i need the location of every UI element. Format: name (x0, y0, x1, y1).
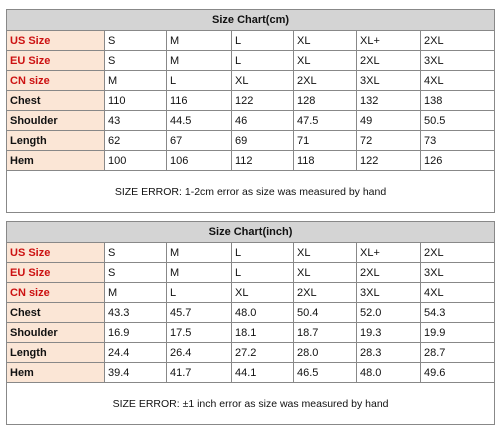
table-cell: 3XL (421, 263, 495, 283)
table-cell: 118 (294, 151, 357, 171)
table-cell: 3XL (421, 51, 495, 71)
table-cell: XL (294, 31, 357, 51)
table-cell: 71 (294, 131, 357, 151)
table-cell: 50.4 (294, 303, 357, 323)
table-cell: 62 (105, 131, 167, 151)
table-cell: 67 (167, 131, 232, 151)
table-cell: S (105, 51, 167, 71)
table-cell: 19.9 (421, 323, 495, 343)
row-label: Shoulder (7, 111, 105, 131)
table-cell: XL+ (357, 243, 421, 263)
table-cell: XL (232, 283, 294, 303)
row-label: US Size (7, 243, 105, 263)
table-cell: 2XL (294, 283, 357, 303)
row-label: Length (7, 343, 105, 363)
table-cell: 49.6 (421, 363, 495, 383)
table-cell: 48.0 (232, 303, 294, 323)
table-row (7, 51, 495, 71)
table-cell: 100 (105, 151, 167, 171)
row-label: US Size (7, 31, 105, 51)
table-cell: L (232, 31, 294, 51)
table-row (7, 91, 495, 111)
row-label: EU Size (7, 51, 105, 71)
table-cell: XL (294, 243, 357, 263)
table-cell: 26.4 (167, 343, 232, 363)
table-cell: 2XL (421, 243, 495, 263)
table-cell: M (167, 51, 232, 71)
table-cell: 73 (421, 131, 495, 151)
table-cell: 2XL (357, 51, 421, 71)
table-row (7, 263, 495, 283)
table-cell: 3XL (357, 283, 421, 303)
table-cell: 2XL (357, 263, 421, 283)
table-row (7, 343, 495, 363)
table-cell: S (105, 31, 167, 51)
table-row (7, 111, 495, 131)
row-label: Shoulder (7, 323, 105, 343)
table-cell: 4XL (421, 283, 495, 303)
table-cell: 49 (357, 111, 421, 131)
table-cell: 44.5 (167, 111, 232, 131)
table-cell: XL (294, 51, 357, 71)
table-row (7, 303, 495, 323)
table-cell: 45.7 (167, 303, 232, 323)
table-cell: 28.3 (357, 343, 421, 363)
table-cell: 27.2 (232, 343, 294, 363)
table-cell: 69 (232, 131, 294, 151)
table-cell: 19.3 (357, 323, 421, 343)
table-cell: 44.1 (232, 363, 294, 383)
row-label: EU Size (7, 263, 105, 283)
table-cell: 106 (167, 151, 232, 171)
table-cell: 138 (421, 91, 495, 111)
table-cell: L (232, 243, 294, 263)
table-cell: 17.5 (167, 323, 232, 343)
table-cell: L (232, 263, 294, 283)
table-cell: 41.7 (167, 363, 232, 383)
table-cell: 122 (357, 151, 421, 171)
table-cell: S (105, 263, 167, 283)
row-label: CN size (7, 283, 105, 303)
row-label: Length (7, 131, 105, 151)
row-label: CN size (7, 71, 105, 91)
table-row (7, 131, 495, 151)
table-cell: 16.9 (105, 323, 167, 343)
table-cell: 28.7 (421, 343, 495, 363)
table-cell: 4XL (421, 71, 495, 91)
table-cell: 39.4 (105, 363, 167, 383)
size-error-note: SIZE ERROR: ±1 inch error as size was measured by hand (7, 383, 495, 425)
table-cell: 43.3 (105, 303, 167, 323)
table-cell: 128 (294, 91, 357, 111)
table-cell: 43 (105, 111, 167, 131)
table-cell: M (167, 31, 232, 51)
table-cell: 2XL (294, 71, 357, 91)
table-row (7, 31, 495, 51)
table-cell: M (105, 283, 167, 303)
table-cell: 18.7 (294, 323, 357, 343)
table-cell: 3XL (357, 71, 421, 91)
table-cell: 50.5 (421, 111, 495, 131)
table-cell: 126 (421, 151, 495, 171)
table-cell: 72 (357, 131, 421, 151)
table-cell: 112 (232, 151, 294, 171)
table-row (7, 151, 495, 171)
table-row (7, 363, 495, 383)
row-label: Chest (7, 91, 105, 111)
table-cell: 132 (357, 91, 421, 111)
table-cell: XL+ (357, 31, 421, 51)
table-cell: 24.4 (105, 343, 167, 363)
table-row (7, 323, 495, 343)
table-cell: 47.5 (294, 111, 357, 131)
table-cell: M (167, 243, 232, 263)
table-cell: 18.1 (232, 323, 294, 343)
table-row (7, 283, 495, 303)
table-cell: XL (294, 263, 357, 283)
table-cell: L (167, 71, 232, 91)
chart-title: Size Chart(inch) (7, 222, 495, 243)
table-cell: 54.3 (421, 303, 495, 323)
size-chart-cm (6, 9, 495, 213)
table-cell: 46 (232, 111, 294, 131)
table-cell: 52.0 (357, 303, 421, 323)
table-row (7, 71, 495, 91)
table-cell: 116 (167, 91, 232, 111)
row-label: Hem (7, 363, 105, 383)
table-cell: 2XL (421, 31, 495, 51)
table-cell: 48.0 (357, 363, 421, 383)
table-cell: L (232, 51, 294, 71)
chart-title: Size Chart(cm) (7, 10, 495, 31)
table-cell: S (105, 243, 167, 263)
row-label: Hem (7, 151, 105, 171)
size-chart-inch (6, 221, 495, 425)
table-cell: 122 (232, 91, 294, 111)
table-cell: L (167, 283, 232, 303)
table-cell: 110 (105, 91, 167, 111)
table-cell: M (167, 263, 232, 283)
table-cell: 28.0 (294, 343, 357, 363)
row-label: Chest (7, 303, 105, 323)
table-cell: M (105, 71, 167, 91)
table-cell: XL (232, 71, 294, 91)
size-error-note: SIZE ERROR: 1-2cm error as size was measured by hand (7, 171, 495, 213)
table-cell: 46.5 (294, 363, 357, 383)
table-row (7, 243, 495, 263)
